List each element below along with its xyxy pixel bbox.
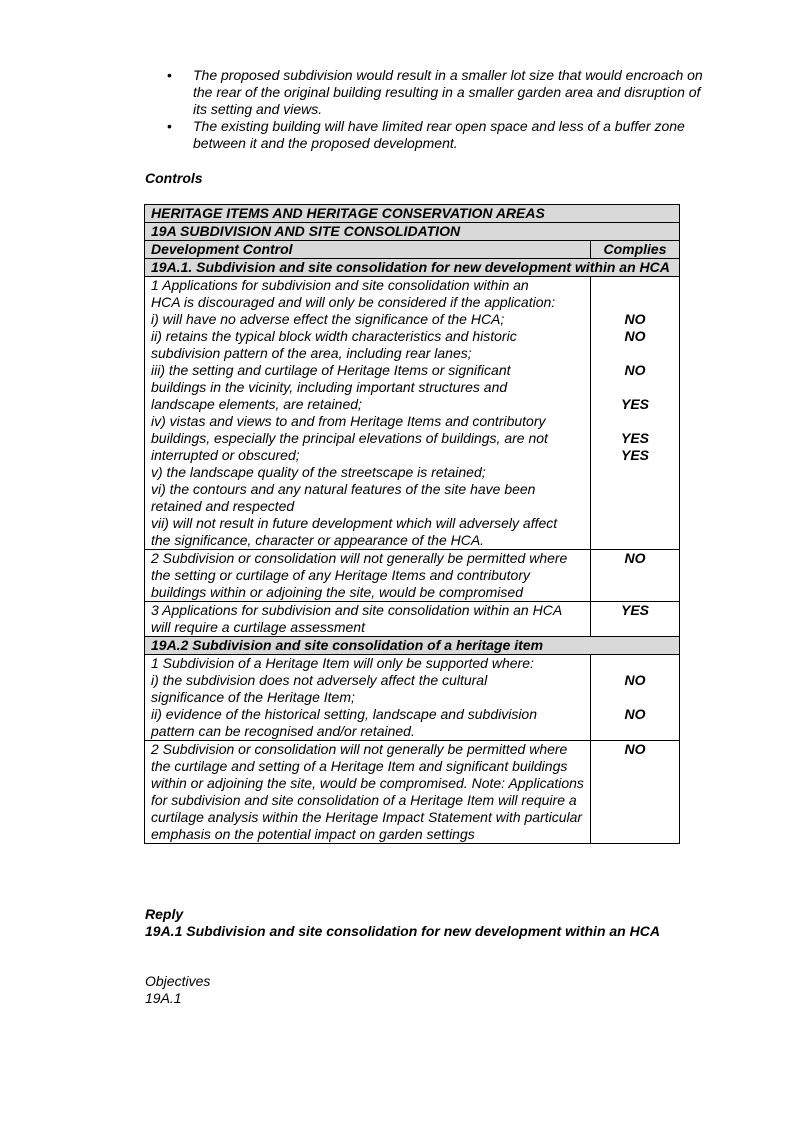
bullet-list (162, 67, 707, 152)
complies-value (597, 345, 673, 362)
controls-heading: Controls (145, 170, 203, 186)
control-line: vii) will not result in future development which will adversely affect (151, 515, 558, 531)
control-line: landscape elements, are retained; (151, 396, 362, 412)
reply-section (145, 906, 685, 940)
control-line: i) will have no adverse effect the significance of the HCA; (151, 311, 505, 327)
table-row (145, 602, 680, 637)
bullet-text: The existing building will have limited rear open space and less of a buffer zone between it and the proposed development. (193, 118, 685, 151)
bullet-text: The proposed subdivision would result in a smaller lot size that would encroach on the rear of the original building resulting in a smaller garden area and disruption of its setting and views. (193, 67, 703, 117)
complies-cell: YES (591, 602, 680, 637)
control-line: ii) evidence of the historical setting, landscape and subdivision (151, 706, 538, 722)
control-cell (145, 277, 591, 550)
complies-value: NO (624, 328, 646, 344)
complies-value (597, 655, 673, 672)
table-subtitle-row (145, 223, 680, 241)
controls-table (144, 204, 680, 844)
control-line: the significance, character or appearance of the HCA. (151, 532, 485, 548)
complies-cell: NO (591, 741, 680, 844)
column-header-control: Development Control (145, 241, 591, 259)
complies-value: YES (620, 447, 649, 463)
complies-value: NO (624, 362, 646, 378)
reply-title: 19A.1 Subdivision and site consolidation for new development within an HCA (145, 923, 660, 939)
complies-value: YES (620, 430, 649, 446)
table-row (145, 741, 680, 844)
complies-cell (591, 277, 680, 550)
complies-value (597, 498, 673, 515)
control-line: interrupted or obscured; (151, 447, 300, 463)
bullet-icon: • (167, 118, 172, 134)
complies-value: NO (624, 672, 646, 688)
control-line: iii) the setting and curtilage of Heritage Items or significant (151, 362, 511, 378)
table-header-row (145, 241, 680, 259)
control-line: vi) the contours and any natural features of the site have been (151, 481, 536, 497)
objectives-ref: 19A.1 (145, 990, 182, 1006)
complies-value (597, 294, 673, 311)
section-title: 19A.1. Subdivision and site consolidation for new development within an HCA (145, 259, 680, 277)
complies-value (597, 723, 673, 740)
complies-value (597, 277, 673, 294)
control-line: buildings, especially the principal elevations of buildings, are not (151, 430, 548, 446)
complies-cell (591, 655, 680, 741)
column-header-complies: Complies (591, 241, 680, 259)
bullet-item (162, 67, 707, 118)
complies-value: NO (624, 311, 646, 327)
reply-label: Reply (145, 906, 184, 922)
control-line: 1 Applications for subdivision and site consolidation within an (151, 277, 529, 293)
complies-cell: NO (591, 550, 680, 602)
control-line: 1 Subdivision of a Heritage Item will only be supported where: (151, 655, 534, 671)
table-row (145, 550, 680, 602)
table-title: HERITAGE ITEMS AND HERITAGE CONSERVATION AREAS (145, 205, 680, 223)
bullet-item (162, 118, 707, 152)
control-cell (145, 655, 591, 741)
control-line: ii) retains the typical block width characteristics and historic (151, 328, 517, 344)
objectives-label: Objectives (145, 973, 211, 989)
complies-value (597, 515, 673, 532)
control-line: v) the landscape quality of the streetscape is retained; (151, 464, 486, 480)
section-row (145, 637, 680, 655)
table-row (145, 655, 680, 741)
control-line: buildings in the vicinity, including important structures and (151, 379, 508, 395)
control-line: HCA is discouraged and will only be considered if the application: (151, 294, 556, 310)
control-cell: 2 Subdivision or consolidation will not generally be permitted where the curtilage and setting of a Heritage Item and significant buildings within or adjoining the site, would be compromised. Note: Applications for subdivision and site consolidation of a Heritage Item will require a curtilage analysis within the Heritage Impact Statement with particular emphasis on the potential impact on garden settings (145, 741, 591, 844)
control-cell: 3 Applications for subdivision and site consolidation within an HCA will require a curtilage assessment (145, 602, 591, 637)
table-title-row (145, 205, 680, 223)
complies-value (597, 481, 673, 498)
objectives-section (145, 973, 210, 1007)
section-title: 19A.2 Subdivision and site consolidation of a heritage item (145, 637, 680, 655)
control-line: i) the subdivision does not adversely affect the cultural (151, 672, 488, 688)
table-row (145, 277, 680, 550)
control-line: iv) vistas and views to and from Heritage Items and contributory (151, 413, 546, 429)
section-row (145, 259, 680, 277)
table-subtitle: 19A SUBDIVISION AND SITE CONSOLIDATION (145, 223, 680, 241)
control-cell: 2 Subdivision or consolidation will not generally be permitted where the setting or curtilage of any Heritage Items and contributory buildings within or adjoining the site, would be compromised (145, 550, 591, 602)
complies-value (597, 532, 673, 549)
complies-value: NO (624, 706, 646, 722)
control-line: pattern can be recognised and/or retained. (151, 723, 415, 739)
complies-value (597, 464, 673, 481)
control-line: retained and respected (151, 498, 295, 514)
bullet-icon: • (167, 67, 172, 83)
complies-value (597, 689, 673, 706)
complies-value: YES (620, 396, 649, 412)
complies-value (597, 379, 673, 396)
control-line: significance of the Heritage Item; (151, 689, 355, 705)
complies-value (597, 413, 673, 430)
control-line: subdivision pattern of the area, including rear lanes; (151, 345, 472, 361)
